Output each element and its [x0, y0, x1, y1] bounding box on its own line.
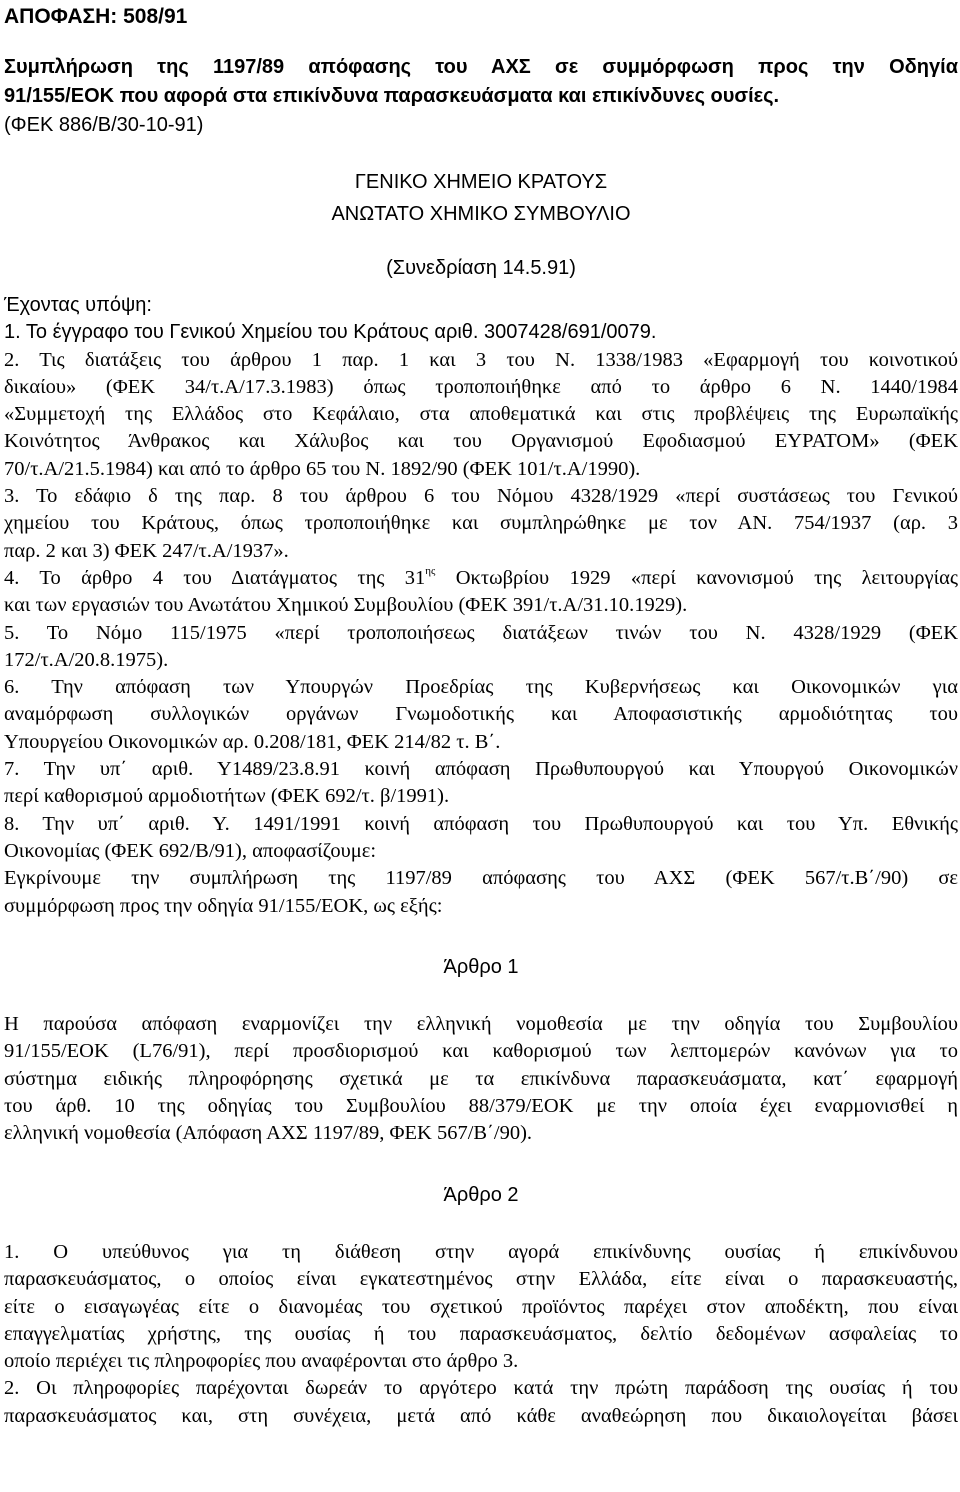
- item-line: 2. Τις διατάξεις του άρθρου 1 παρ. 1 και 3 του Ν. 1338/1983 «Εφαρμογή του κοινοτικού: [4, 348, 958, 371]
- item-line: Οικονομίας (ΦΕΚ 692/Β/91), αποφασίζουμε:: [4, 839, 377, 862]
- article-2-paragraph-2: [4, 1375, 958, 1430]
- item-line: συμμόρφωση προς την οδηγία 91/155/ΕΟΚ, ως εξής:: [4, 894, 443, 917]
- article-line: Η παρούσα απόφαση εναρμονίζει την ελληνική νομοθεσία με την οδηγία του Συμβουλίου: [4, 1013, 958, 1036]
- article-line: του άρθ. 10 της οδηγίας του Συμβουλίου 88/379/ΕΟΚ με την οποία έχει εναρμονισθεί η: [4, 1095, 958, 1118]
- decision-number: ΑΠΟΦΑΣΗ: 508/91: [4, 5, 188, 28]
- issuer-line-2: ΑΝΩΤΑΤΟ ΧΗΜΙΚΟ ΣΥΜΒΟΥΛΙΟ: [331, 203, 631, 225]
- article-line: 1. Ο υπεύθυνος για τη διάθεση στην αγορά επικίνδυνης ουσίας ή επικίνδυνου: [4, 1240, 958, 1263]
- approval-statement: [4, 865, 958, 920]
- item-line: 7. Την υπ΄ αριθ. Υ1489/23.8.91 κοινή απόφαση Πρωθυπουργού και Υπουργού Οικονομικών: [4, 758, 958, 781]
- session-date: (Συνεδρίαση 14.5.91): [386, 257, 576, 279]
- item-line: 5. Το Νόμο 115/1975 «περί τροποποιήσεως διατάξεων τινών του Ν. 4328/1929 (ΦΕΚ: [4, 621, 958, 644]
- article-2-title: Άρθρο 2: [443, 1183, 519, 1206]
- item-text: Οκτωβρίου 1929 «περί κανονισμού της λειτουργίας: [435, 566, 958, 589]
- item-line: παρ. 2 και 3) ΦΕΚ 247/τ.Α/1937».: [4, 539, 289, 562]
- item-line: «Συμμετοχή της Ελλάδος στο Κεφάλαιο, στα αποθεματικά και στις προβλέψεις της Ευρωπαϊκής: [4, 403, 958, 426]
- item-line: 6. Την απόφαση των Υπουργών Προεδρίας της Κυβερνήσεως και Οικονομικών για: [4, 676, 958, 699]
- article-line: ελληνική νομοθεσία (Απόφαση ΑΧΣ 1197/89, ΦΕΚ 567/Β΄/90).: [4, 1122, 533, 1145]
- considering-item-1: 1. Το έγγραφο του Γενικού Χημείου του Κράτους αριθ. 3007428/691/0079.: [4, 321, 657, 344]
- considering-item-6: [4, 674, 958, 756]
- article-1-body: [4, 1011, 958, 1147]
- article-line: παρασκευάσματος, ο οποίος είναι εγκατεστημένος στην Ελλάδα, είτε είναι ο παρασκευαστής,: [4, 1268, 958, 1291]
- subject-gazette-ref: (ΦΕΚ 886/Β/30-10-91): [4, 114, 204, 136]
- considering-item-2: [4, 347, 958, 483]
- item-line: 70/τ.Α/21.5.1984) και από το άρθρο 65 του Ν. 1892/90 (ΦΕΚ 101/τ.Α/1990).: [4, 457, 641, 480]
- considering-item-3: [4, 483, 958, 565]
- considering-item-7: [4, 756, 958, 811]
- item-line: περί καθορισμού αρμοδιοτήτων (ΦΕΚ 692/τ. β/1991).: [4, 785, 450, 808]
- article-line: επαγγελματίας χρήστης, της ουσίας ή του παρασκευάσματος, δελτίο δεδομένων ασφαλείας το: [4, 1322, 958, 1345]
- subject-line: Συμπλήρωση της 1197/89 απόφασης του ΑΧΣ σε συμμόρφωση προς την Οδηγία: [4, 56, 958, 78]
- article-2-paragraph-1: [4, 1239, 958, 1375]
- article-line: σύστημα ειδικής πληροφόρησης σχετικά με τα επικίνδυνα παρασκευάσματα, κατ΄ εφαρμογή: [4, 1067, 958, 1090]
- considering-item-4: [4, 565, 958, 620]
- article-line: 2. Οι πληροφορίες παρέχονται δωρεάν το αργότερο κατά την πρώτη παράδοση της ουσίας ή του: [4, 1377, 958, 1400]
- item-line: αναμόρφωση συλλογικών οργάνων Γνωμοδοτικής και Αποφασιστικής αρμοδιότητας του: [4, 703, 958, 726]
- article-line: 91/155/ΕΟΚ (L76/91), περί προσδιορισμού και καθορισμού των λεπτομερών κανόνων για το: [4, 1040, 958, 1063]
- issuer-line-1: ΓΕΝΙΚΟ ΧΗΜΕΙΟ ΚΡΑΤΟΥΣ: [354, 171, 608, 193]
- item-line: 3. Το εδάφιο δ της παρ. 8 του άρθρου 6 του Νόμου 4328/1929 «περί συστάσεως του Γενικού: [4, 485, 958, 508]
- considering-label: Έχοντας υπόψη:: [4, 294, 152, 316]
- item-line: Υπουργείου Οικονομικών αρ. 0.208/181, ΦΕΚ 214/82 τ. Β΄.: [4, 730, 501, 753]
- article-line: παρασκευάσματος και, στη συνέχεια, μετά από κάθε αναθεώρηση που δικαιολογείται βάσει: [4, 1404, 958, 1427]
- item-line: [4, 565, 958, 592]
- subject-block: [4, 53, 958, 140]
- item-line: 8. Την υπ΄ αριθ. Υ. 1491/1991 κοινή απόφαση του Πρωθυπουργού και του Υπ. Εθνικής: [4, 812, 958, 835]
- item-line: χημείου του Κράτους, όπως τροποποιήθηκε και συμπληρώθηκε με τον ΑΝ. 754/1937 (αρ. 3: [4, 512, 958, 535]
- considering-item-8: [4, 811, 958, 866]
- subject-line: 91/155/ΕΟΚ που αφορά στα επικίνδυνα παρασκευάσματα και επικίνδυνες ουσίες.: [4, 85, 780, 107]
- article-1-title: Άρθρο 1: [443, 955, 519, 978]
- ordinal-suffix: ης: [425, 564, 436, 577]
- considering-item-5: [4, 620, 958, 675]
- item-line: 172/τ.Α/20.8.1975).: [4, 648, 169, 671]
- item-line: και των εργασιών του Ανωτάτου Χημικού Συμβουλίου (ΦΕΚ 391/τ.Α/31.10.1929).: [4, 594, 688, 617]
- article-line: είτε ο εισαγωγέας είτε ο διανομέας του σχετικού προϊόντος παρέχει στον αποδέκτη, που είναι: [4, 1295, 958, 1318]
- item-line: δικαίου» (ΦΕΚ 34/τ.Α/17.3.1983) όπως τροποποιήθηκε από το άρθρο 6 Ν. 1440/1984: [4, 375, 958, 398]
- item-text: 4. Το άρθρο 4 του Διατάγματος της 31: [4, 566, 426, 589]
- article-line: οποίο περιέχει τις πληροφορίες που αναφέρονται στο άρθρο 3.: [4, 1350, 519, 1373]
- item-line: Κοινότητος Άνθρακος και Χάλυβος και του Οργανισμού Εφοδιασμού ΕΥΡΑΤΟΜ» (ΦΕΚ: [4, 430, 958, 453]
- item-line: Εγκρίνουμε την συμπλήρωση της 1197/89 απόφασης του ΑΧΣ (ΦΕΚ 567/τ.Β΄/90) σε: [4, 867, 958, 890]
- decision-document: [4, 0, 958, 1430]
